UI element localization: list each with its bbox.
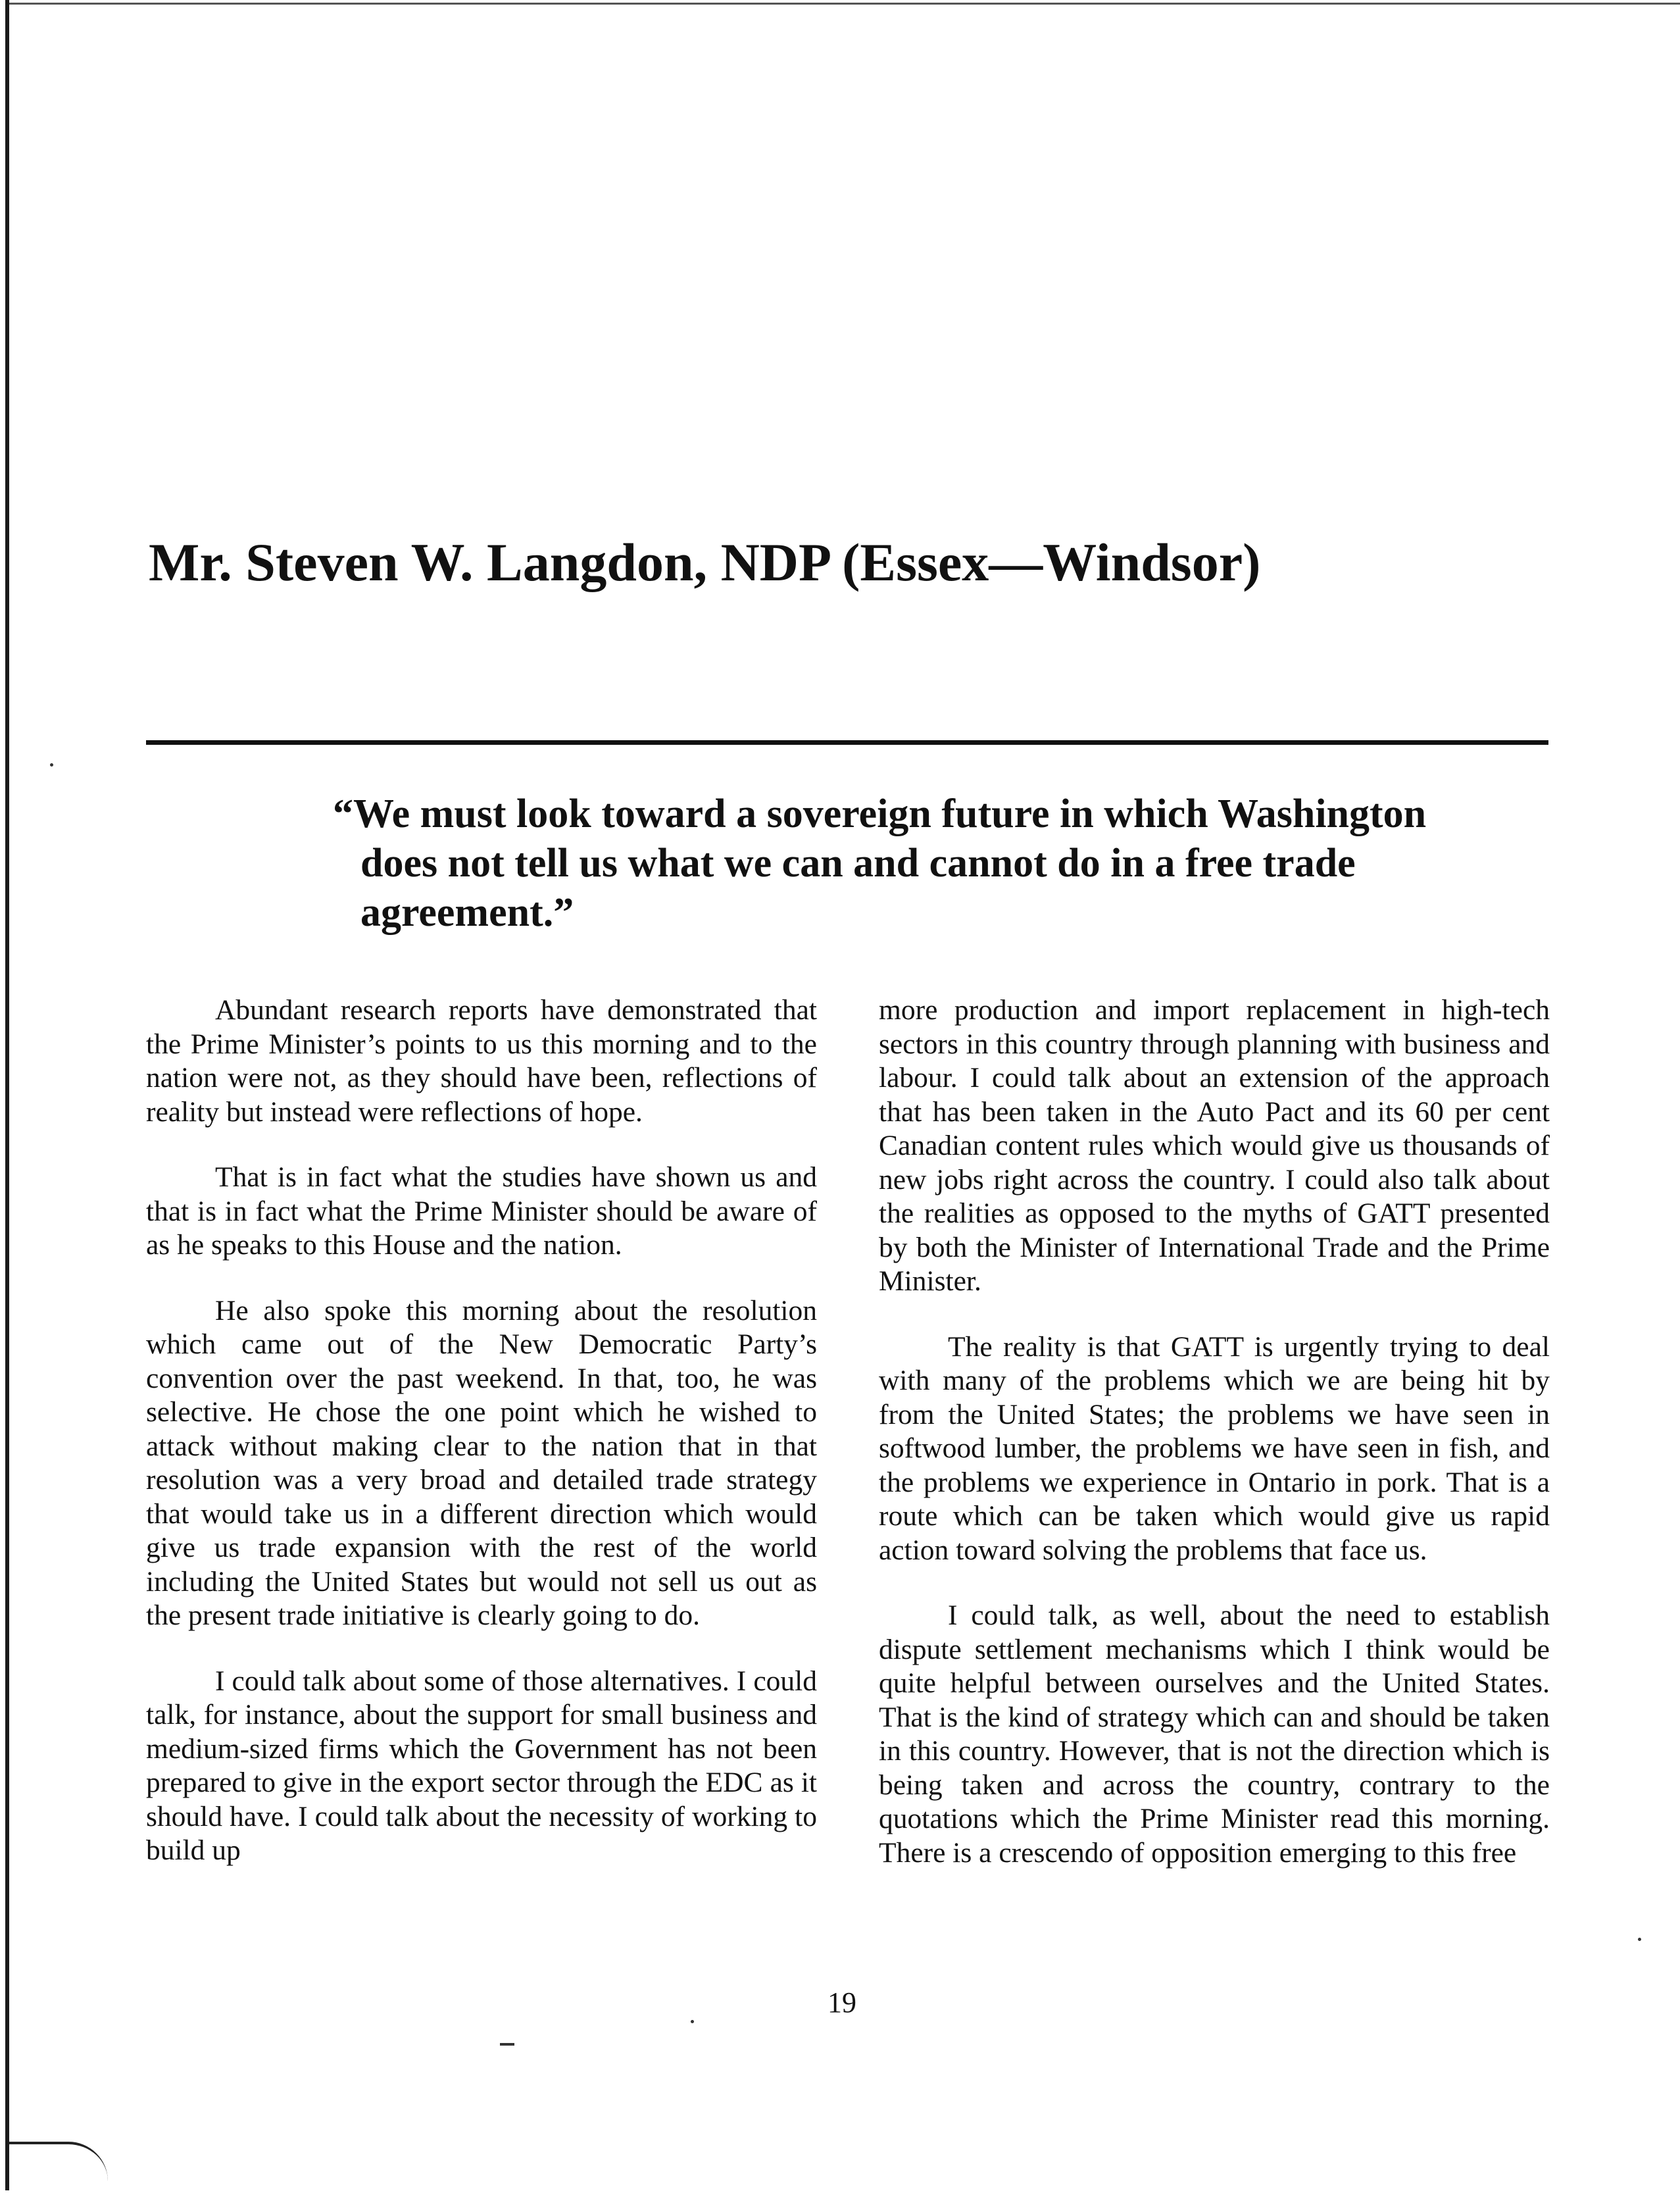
pull-quote: “We must look toward a sovereign future in which Washington does not tell us what we can and cannot do in a free trade agreement.” (333, 792, 1427, 935)
left-column (146, 994, 817, 1900)
scan-speck (50, 763, 53, 767)
right-column (879, 994, 1550, 1902)
paragraph: I could talk about some of those alternatives. I could talk, for instance, about the support for small business and medium-sized firms which the Government has not been prepared to give in the export sector through the EDC as it should have. I could talk about the necessity of working to build up (146, 1665, 817, 1866)
page-number: 19 (828, 1986, 856, 2019)
speaker-heading: Mr. Steven W. Langdon, NDP (Essex—Windsor) (149, 532, 1261, 592)
paragraph: That is in fact what the studies have shown us and that is in fact what the Prime Minister should be aware of as he speaks to this House and the nation. (146, 1161, 817, 1261)
scan-edge-top (9, 3, 1680, 5)
scan-edge-bottom (9, 2142, 108, 2193)
paragraph: He also spoke this morning about the resolution which came out of the New Democratic Party’s convention over the past weekend. In that, too, he was selective. He chose the one point which he wished to attack without making clear to the nation that in that resolution was a very broad and detailed trade strategy that would take us in a different direction which would give us trade expansion with the rest of the world including the United States but would not sell us out as the present trade initiative is clearly going to do. (146, 1294, 817, 1631)
paragraph: The reality is that GATT is urgently trying to deal with many of the problems which we are being hit by from the United States; the problems we have seen in softwood lumber, the problems we have seen in fish, and the problems we experience in Ontario in pork. That is a route which can be taken which would give us rapid action toward solving the problems that face us. (879, 1330, 1550, 1566)
scan-speck (691, 2020, 694, 2023)
scan-speck (1638, 1938, 1641, 1941)
paragraph-continuation: more production and import replacement in high-tech sectors in this country through planning with business and labour. I could talk about an extension of the approach that has been taken in the Auto Pact and its 60 per cent Canadian content rules which would give us thousands of new jobs right across the country. I could also talk about the realities as opposed to the myths of GATT presented by both the Minister of International Trade and the Prime Minister. (879, 994, 1550, 1297)
heading-rule (146, 740, 1548, 745)
paragraph: Abundant research reports have demonstrated that the Prime Minister’s points to us this morning and to the nation were not, as they should have been, reflections of reality but instead were reflections of hope. (146, 994, 817, 1128)
scan-speck (500, 2043, 514, 2046)
paragraph: I could talk, as well, about the need to establish dispute settlement mechanisms which I think would be quite helpful between ourselves and the United States. That is the kind of strategy which can and should be taken in this country. However, that is not the direction which is being taken and across the country, contrary to the quotations which the Prime Minister read this morning. There is a crescendo of opposition emerging to this free (879, 1600, 1550, 1869)
scan-edge-left (5, 0, 9, 2190)
